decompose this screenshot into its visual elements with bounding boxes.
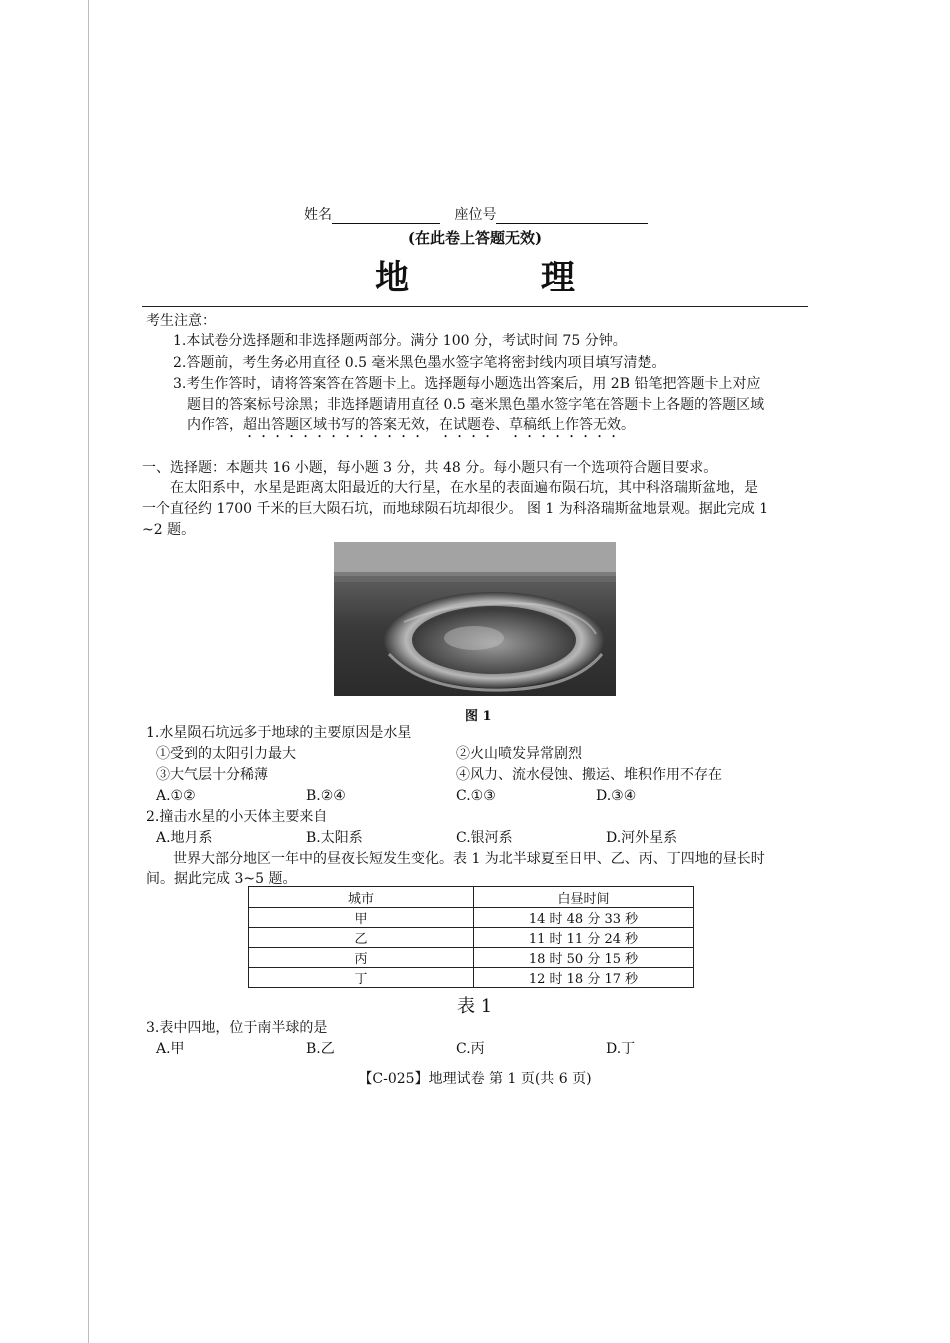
table-cell-city: 丁 [249,968,474,988]
q1-statement-2: ②火山喷发异常剧烈 [456,746,582,762]
notice-item-3-line1: 3.考生作答时，请将答案答在答题卡上。选择题每小题选出答案后，用 2B 铅笔把答题卡上对应 [173,376,761,392]
day-length-table [248,886,694,988]
notice-emphasis-text: 超出答题区域书写的答案无效，在试题卷、草稿纸上作答无效 [243,417,621,433]
crater-photo-drawing [334,542,616,696]
passage-2-line-2: 间。据此完成 3~5 题。 [146,871,297,887]
notice-item-3-line3-end: 。 [621,417,635,433]
q1-statement-1: ①受到的太阳引力最大 [156,746,296,762]
table-row [249,948,694,968]
table-cell-city: 甲 [249,908,474,928]
q1-option-b: B.②④ [306,788,346,804]
passage-1-line-2: 一个直径约 1700 千米的巨大陨石坑，而地球陨石坑却很少。 图 1 为科洛瑞斯盆地景观。据此完成 1 [142,501,769,517]
notice-item-1: 1.本试卷分选择题和非选择题两部分。满分 100 分，考试时间 75 分钟。 [173,333,627,349]
table-cell-daytime: 14 时 48 分 33 秒 [474,908,694,928]
crater-photo [334,542,616,696]
q2-option-d: D.河外星系 [606,830,678,846]
q1-option-c: C.①③ [456,788,496,804]
invalid-note: (在此卷上答题无效) [407,229,543,247]
table-header-city: 城市 [249,887,474,908]
page-footer: 【C-025】地理试卷 第 1 页(共 6 页) [358,1071,592,1087]
q3-option-b: B.乙 [306,1041,335,1057]
name-blank [332,209,440,224]
notice-item-3-line2: 题目的答案标号涂黑；非选择题请用直径 0.5 毫米黑色墨水签字笔在答题卡上各题的答题区域 [187,397,765,413]
table-header-daytime: 白昼时间 [474,887,694,908]
q3-option-c: C.丙 [456,1041,485,1057]
seat-label: 座位号 [454,207,497,223]
q3-option-a: A.甲 [156,1041,185,1057]
q2-option-a: A.地月系 [156,830,213,846]
table-1-caption: 表 1 [457,996,493,1017]
q1-statement-4: ④风力、流水侵蚀、搬运、堆积作用不存在 [456,767,722,783]
q1-option-d: D.③④ [596,788,637,804]
q1-option-a: A.①② [156,788,196,804]
table-cell-daytime: 12 时 18 分 17 秒 [474,968,694,988]
q3-option-d: D.丁 [606,1041,636,1057]
table-row [249,908,694,928]
name-label: 姓名 [304,207,332,223]
q2-option-c: C.银河系 [456,830,513,846]
header-rule [142,306,808,307]
q1-statement-3: ③大气层十分稀薄 [156,767,268,783]
notice-item-3-line3-start: 内作答， [187,417,243,433]
notice-item-3-line3 [187,415,635,441]
passage-1-line-3: ~2 题。 [142,522,196,538]
q1-stem: 1.水星陨石坑远多于地球的主要原因是水星 [146,725,412,741]
table-cell-city: 丙 [249,948,474,968]
name-seat-row [304,204,648,224]
passage-2-line-1: 世界大部分地区一年中的昼夜长短发生变化。表 1 为北半球夏至日甲、乙、丙、丁四地的昼长时 [173,851,765,867]
table-cell-daytime: 11 时 11 分 24 秒 [474,928,694,948]
section-1-heading: 一、选择题：本题共 16 小题，每小题 3 分，共 48 分。每小题只有一个选项符合题目要求。 [142,460,718,476]
table-row [249,968,694,988]
notice-heading: 考生注意： [146,313,216,329]
q2-stem: 2.撞击水星的小天体主要来自 [146,809,328,825]
table-header-row [249,887,694,908]
figure-1-caption: 图 1 [465,709,492,724]
table-cell-daytime: 18 时 50 分 15 秒 [474,948,694,968]
passage-1-line-1: 在太阳系中，水星是距离太阳最近的大行星，在水星的表面遍布陨石坑，其中科洛瑞斯盆地，是 [170,480,758,496]
q2-option-b: B.太阳系 [306,830,363,846]
q3-stem: 3.表中四地，位于南半球的是 [146,1020,328,1036]
seat-blank [496,209,648,224]
notice-item-2: 2.答题前，考生务必用直径 0.5 毫米黑色墨水签字笔将密封线内项目填写清楚。 [173,355,666,371]
table-row [249,928,694,948]
page-title: 地 理 [375,258,635,298]
table-cell-city: 乙 [249,928,474,948]
